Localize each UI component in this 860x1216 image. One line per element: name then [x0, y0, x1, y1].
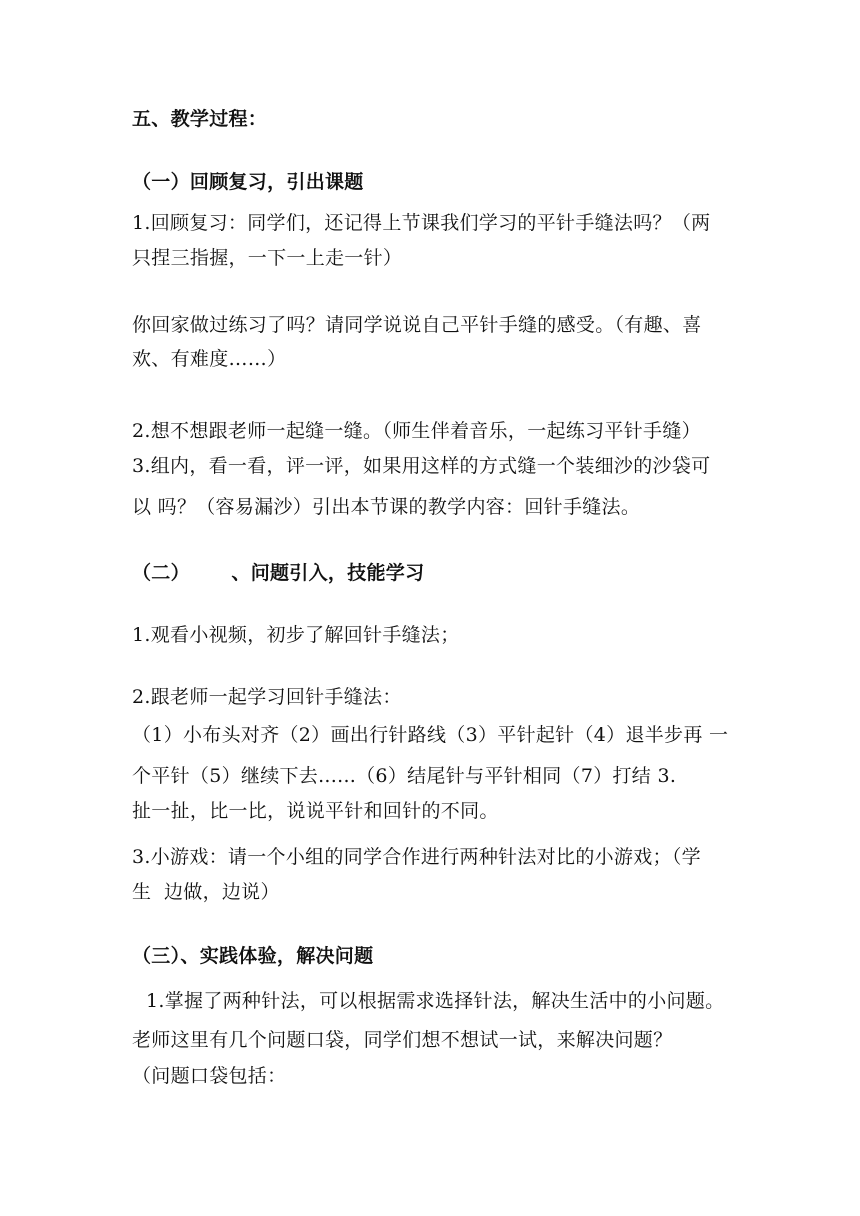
paragraph-line: 3.小游戏：请一个小组的同学合作进行两种针法对比的小游戏；（学 [132, 846, 701, 868]
paragraph-line: 你回家做过练习了吗？请同学说说自己平针手缝的感受。（有趣、喜 [132, 314, 702, 336]
paragraph-line: 只捏三指握，一下一上走一针） [132, 247, 403, 269]
paragraph-line: （1）小布头对齐（2）画出行针路线（3）平针起针（4）退半步再 一 [132, 724, 729, 746]
part3-heading: （三）、实践体验，解决问题 [132, 945, 374, 967]
paragraph-line: 1.掌握了两种针法，可以根据需求选择针法，解决生活中的小问题。 [146, 990, 725, 1012]
part1-heading: （一）回顾复习，引出课题 [132, 171, 364, 193]
section-title: 五、教学过程： [132, 108, 268, 130]
paragraph-line: 2.想不想跟老师一起缝一缝。（师生伴着音乐，一起练习平针手缝） [132, 420, 701, 442]
paragraph-line: 1.回顾复习：同学们，还记得上节课我们学习的平针手缝法吗？（两 [132, 212, 711, 234]
paragraph-line: 个平针（5）继续下去......（6）结尾针与平针相同（7）打结 3. [132, 765, 677, 787]
paragraph-line: 老师这里有几个问题口袋，同学们想不想试一试，来解决问题？ [132, 1029, 673, 1051]
paragraph-line: （问题口袋包括： [132, 1065, 287, 1087]
paragraph-line: 扯一扯，比一比，说说平针和回针的不同。 [132, 800, 499, 822]
paragraph-line: 1.观看小视频，初步了解回针手缝法； [132, 624, 460, 646]
paragraph-line: 以 吗？（容易漏沙）引出本节课的教学内容：回针手缝法。 [132, 496, 641, 518]
paragraph-line: 欢、有难度……） [132, 348, 287, 370]
paragraph-line: 2.跟老师一起学习回针手缝法： [132, 686, 402, 708]
part2-heading: （二） 、问题引入，技能学习 [132, 562, 425, 584]
paragraph-line: 生 边做，边说） [132, 881, 280, 903]
paragraph-line: 3.组内，看一看，评一评，如果用这样的方式缝一个装细沙的沙袋可 [132, 455, 711, 477]
